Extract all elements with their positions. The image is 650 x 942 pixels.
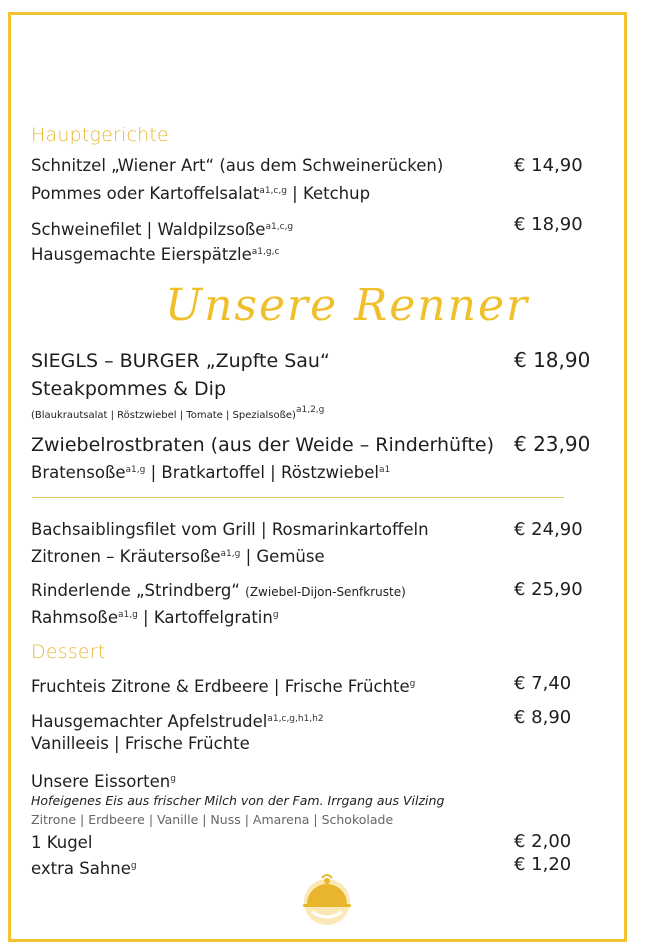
cloche-logo-icon (298, 870, 356, 932)
apfelstrudel-price: € 8,90 (514, 707, 572, 728)
eis-sahne: extra Sahne$^g$ (31, 859, 137, 878)
bachsaibling-line1: Bachsaiblingsfilet vom Grill | Rosmarinkartoffeln (31, 520, 429, 539)
eis-kugel: 1 Kugel (31, 833, 93, 852)
rinderlende-line1: Rinderlende „Strindberg“ (Zwiebel-Dijon-Senfkruste) (31, 581, 406, 600)
schnitzel-line2: Pommes oder Kartoffelsalat$^{a1,c,g}$ | Ketchup (31, 184, 371, 203)
eis-sahne-price: € 1,20 (514, 854, 572, 875)
eis-title: Unsere Eissorten$^g$ (31, 772, 176, 791)
eis-subtitle: Hofeigenes Eis aus frischer Milch von der Fam. Irrgang aus Vilzing (31, 793, 445, 808)
zwiebelrostbraten-line1: Zwiebelrostbraten (aus der Weide – Rinderhüfte) (31, 434, 495, 456)
schnitzel-line1: Schnitzel „Wiener Art“ (aus dem Schweinerücken) (31, 156, 444, 175)
section-title-main: Hauptgerichte (31, 124, 169, 146)
eis-flavors: Zitrone | Erdbeere | Vanille | Nuss | Amarena | Schokolade (31, 812, 394, 827)
schweinefilet-price: € 18,90 (514, 214, 583, 235)
section-title-renner: Unsere Renner (165, 280, 530, 331)
fruchteis-price: € 7,40 (514, 673, 572, 694)
zwiebelrostbraten-price: € 23,90 (514, 432, 591, 456)
burger-price: € 18,90 (514, 348, 591, 372)
burger-line3: (Blaukrautsalat | Röstzwiebel | Tomate | Spezialsoße)$^{a1,2,g}$ (31, 405, 325, 421)
divider (32, 497, 564, 498)
section-title-dessert: Dessert (31, 641, 106, 663)
rinderlende-price: € 25,90 (514, 579, 583, 600)
eis-kugel-price: € 2,00 (514, 831, 572, 852)
rinderlende-line2: Rahmsoße$^{a1,g}$ | Kartoffelgratin$^g$ (31, 608, 279, 627)
bachsaibling-price: € 24,90 (514, 519, 583, 540)
burger-line2: Steakpommes & Dip (31, 378, 227, 400)
fruchteis-line1: Fruchteis Zitrone & Erdbeere | Frische Früchte$^g$ (31, 677, 416, 696)
schweinefilet-line2: Hausgemachte Eierspätzle$^{a1,g,c}$ (31, 245, 280, 264)
schnitzel-price: € 14,90 (514, 155, 583, 176)
burger-line1: SIEGLS – BURGER „Zupfte Sau“ (31, 350, 330, 372)
schweinefilet-line1: Schweinefilet | Waldpilzsoße$^{a1,c,g}$ (31, 220, 294, 239)
apfelstrudel-line2: Vanilleeis | Frische Früchte (31, 734, 250, 753)
zwiebelrostbraten-line2: Bratensoße$^{a1,g}$ | Bratkartoffel | Röstzwiebel$^{a1}$ (31, 463, 391, 482)
bachsaibling-line2: Zitronen – Kräutersoße$^{a1,g}$ | Gemüse (31, 547, 325, 566)
apfelstrudel-line1: Hausgemachter Apfelstrudel$^{a1,c,g,h1,h2}$ (31, 712, 324, 731)
